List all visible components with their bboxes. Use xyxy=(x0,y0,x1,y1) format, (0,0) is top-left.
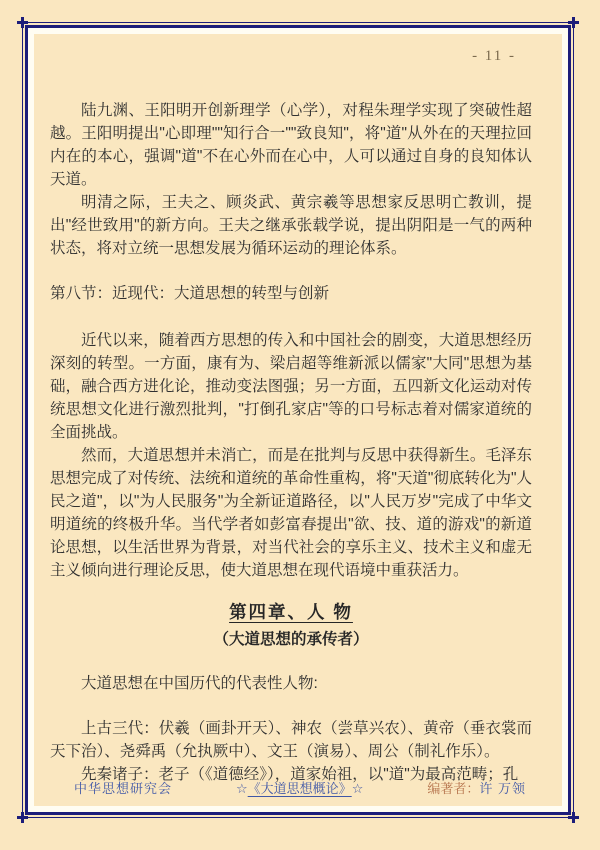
author-name: 许 万领 xyxy=(479,781,526,796)
chapter-subtitle: （大道思想的承传者） xyxy=(213,631,369,648)
footer-author xyxy=(427,778,526,797)
paragraph-xinxue: 陆九渊、王阳明开创新理学（心学），对程朱理学实现了突破性超越。王阳明提出"心即理""知行合一""致良知"，将"道"从外在的天理拉回内在的本心，强调"道"不在心外而在心中，人可以通过自身的良知体认天道。 xyxy=(50,102,532,188)
star-icon: ☆ xyxy=(351,781,364,796)
paragraph-sangu-sandai: 上古三代：伏羲（画卦开天）、神农（尝草兴农）、黄帝（垂衣裳而天下治）、尧舜禹（允执厥中）、文王（演易）、周公（制礼作乐）。 xyxy=(50,720,532,760)
page-number: - 11 - xyxy=(472,48,516,64)
paragraph-intro-figures: 大道思想在中国历代的代表性人物: xyxy=(81,675,318,692)
paragraph-xianqin-zhuzi: 先秦诸子：老子（《道德经》），道家始祖，以"道"为最高范畴；孔 xyxy=(81,766,519,783)
author-label: 编著者： xyxy=(427,781,480,796)
section-heading: 第八节：近现代：大道思想的转型与创新 xyxy=(50,285,330,302)
page-border-frame xyxy=(22,22,574,818)
page-content xyxy=(34,34,562,806)
footer-organization: 中华思想研究会 xyxy=(74,781,173,796)
star-icon: ☆ xyxy=(236,781,248,796)
page-footer xyxy=(74,778,526,797)
book-title-text: 《大道思想概论》 xyxy=(247,781,352,796)
footer-book-title xyxy=(236,778,363,797)
chapter-title: 第四章、人 物 xyxy=(229,602,353,622)
page-border-inner xyxy=(25,25,571,815)
paragraph-mingqing: 明清之际，王夫之、顾炎武、黄宗羲等思想家反思明亡教训，提出"经世致用"的新方向。王夫之继承张载学说，提出阴阳是一气的两种状态，将对立统一思想发展为循环运动的理论体系。 xyxy=(50,194,532,257)
chapter-heading-block xyxy=(50,600,532,650)
paragraph-jindai: 近代以来，随着西方思想的传入和中国社会的剧变，大道思想经历深刻的转型。一方面，康有为、梁启超等维新派以儒家"大同"思想为基础，融合西方进化论，推动变法图强；另一方面，五四新文化运动对传统思想文化进行激烈批判，"打倒孔家店"等的口号标志着对儒家道统的全面挑战。 xyxy=(50,332,532,441)
paragraph-raner: 然而，大道思想并未消亡，而是在批判与反思中获得新生。毛泽东思想完成了对传统、法统和道统的革命性重构，将"天道"彻底转化为"人民之道"，以"为人民服务"为全新证道路径，以"人民万岁"完成了中华文明道统的终极升华。当代学者如彭富春提出"欲、技、道的游戏"的新道论思想，以生活世界为背景，对当代社会的享乐主义、技术主义和虚无主义倾向进行理论反思，使大道思想在现代语境中重获活力。 xyxy=(50,447,532,579)
